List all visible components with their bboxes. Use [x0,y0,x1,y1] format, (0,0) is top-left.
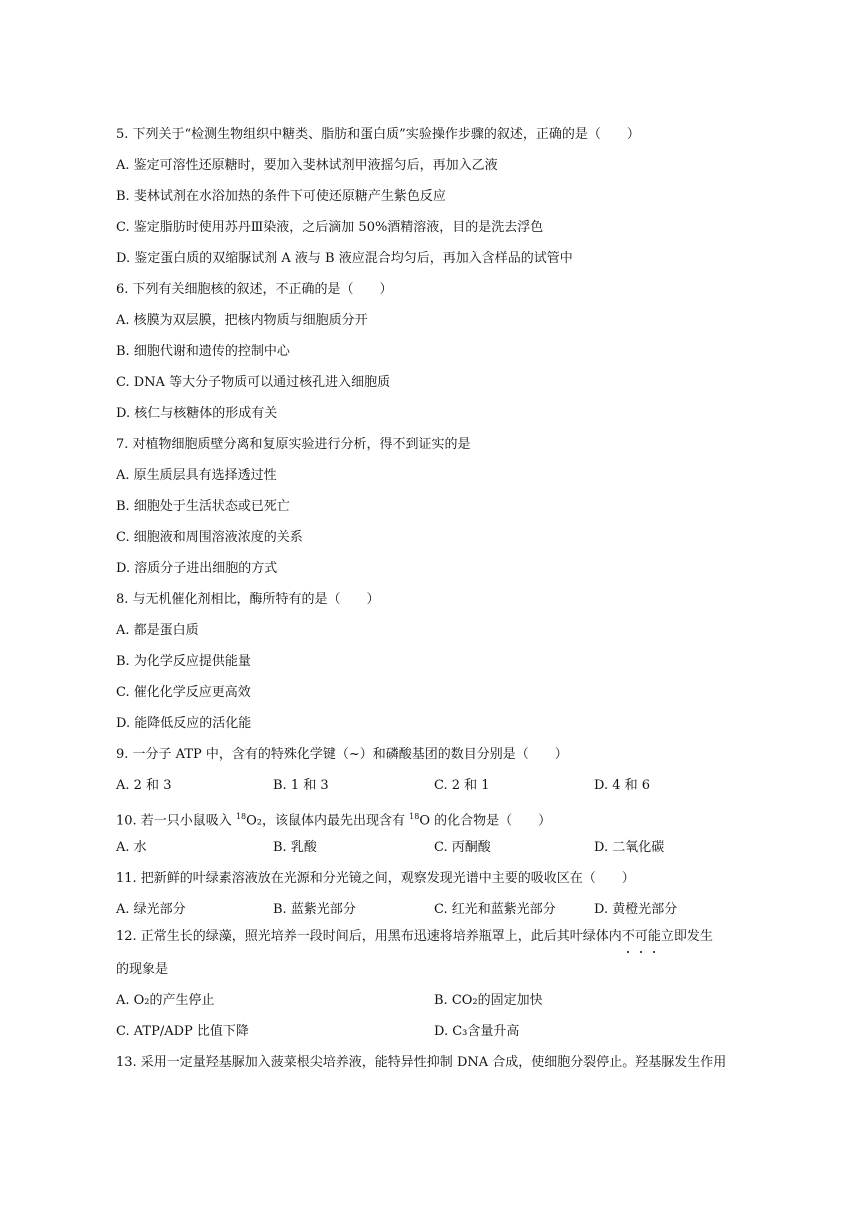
question-12-option-b[interactable]: B. CO₂的固定加快 [434,993,543,1008]
question-5-option-b[interactable]: B. 斐林试剂在水浴加热的条件下可使还原糖产生紫色反应 [116,189,446,204]
question-6-option-c[interactable]: C. DNA 等大分子物质可以通过核孔进入细胞质 [116,375,391,390]
question-11-option-c[interactable]: C. 红光和蓝紫光部分 [434,902,556,917]
question-10-option-b[interactable]: B. 乳酸 [273,840,317,855]
question-12-option-a[interactable]: A. O₂的产生停止 [116,993,215,1008]
question-6-option-d[interactable]: D. 核仁与核糖体的形成有关 [116,406,278,421]
question-5-option-d[interactable]: D. 鉴定蛋白质的双缩脲试剂 A 液与 B 液应混合均匀后，再加入含样品的试管中 [116,251,573,266]
isotope-superscript: 18 [235,812,247,821]
question-8-option-c[interactable]: C. 催化化学反应更高效 [116,685,251,700]
question-7-stem: 7. 对植物细胞质壁分离和复原实验进行分析，得不到证实的是 [116,437,471,452]
emphasis-char: 不 [622,927,635,947]
question-5-option-c[interactable]: C. 鉴定脂肪时使用苏丹Ⅲ染液，之后滴加 50%酒精溶液，目的是洗去浮色 [116,220,544,235]
question-12-stem [116,927,713,947]
question-12-option-c[interactable]: C. ATP/ADP 比值下降 [116,1024,249,1039]
question-6-option-b[interactable]: B. 细胞代谢和遗传的控制中心 [116,344,290,359]
question-8-option-d[interactable]: D. 能降低反应的活化能 [116,716,252,731]
question-5-stem: 5. 下列关于“检测生物组织中糖类、脂肪和蛋白质”实验操作步骤的叙述，正确的是（ ） [116,127,640,142]
question-8-option-b[interactable]: B. 为化学反应提供能量 [116,654,251,669]
question-5-option-a[interactable]: A. 鉴定可溶性还原糖时，要加入斐林试剂甲液摇匀后，再加入乙液 [116,158,498,173]
question-13-stem: 13. 采用一定量羟基脲加入菠菜根尖培养液，能特异性抑制 DNA 合成，使细胞分裂停止。羟基脲发生作用 [116,1055,727,1070]
question-7-option-d[interactable]: D. 溶质分子进出细胞的方式 [116,561,278,576]
question-10-option-c[interactable]: C. 丙酮酸 [434,840,491,855]
question-8-stem: 8. 与无机催化剂相比，酶所特有的是（ ） [116,592,380,607]
question-11-option-b[interactable]: B. 蓝紫光部分 [273,902,356,917]
question-7-option-c[interactable]: C. 细胞液和周围溶液浓度的关系 [116,530,303,545]
question-6-stem: 6. 下列有关细胞核的叙述，不正确的是（ ） [116,282,393,297]
isotope-superscript: 18 [409,812,420,821]
question-9-option-d[interactable]: D. 4 和 6 [594,778,651,793]
question-11-option-a[interactable]: A. 绿光部分 [116,902,186,917]
emphasis-char: 能 [648,927,661,947]
question-11-option-d[interactable]: D. 黄橙光部分 [594,902,678,917]
question-12-option-d[interactable]: D. C₃含量升高 [434,1024,520,1039]
question-10-option-d[interactable]: D. 二氧化碳 [594,840,665,855]
question-6-option-a[interactable]: A. 核膜为双层膜，把核内物质与细胞质分开 [116,313,368,328]
stem-text: O 的化合物是（ ） [419,813,552,829]
emphasis-char: 可 [635,927,648,947]
question-12-stem-continued: 的现象是 [116,962,169,977]
stem-text: 立即发生 [660,929,713,944]
stem-text: 10. 若一只小鼠吸入 [116,813,236,829]
question-7-option-a[interactable]: A. 原生质层具有选择透过性 [116,468,277,483]
stem-text: O₂，该鼠体内最先出现含有 [246,813,410,829]
question-9-option-b[interactable]: B. 1 和 3 [273,778,329,793]
question-7-option-b[interactable]: B. 细胞处于生活状态或已死亡 [116,499,290,514]
question-10-option-a[interactable]: A. 水 [116,840,147,855]
question-11-stem: 11. 把新鲜的叶绿素溶液放在光源和分光镜之间，观察发现光谱中主要的吸收区在（ ） [116,871,635,886]
question-9-option-a[interactable]: A. 2 和 3 [116,778,172,793]
question-10-stem [116,807,551,827]
question-9-stem: 9. 一分子 ATP 中，含有的特殊化学键（~）和磷酸基团的数目分别是（ ） [116,747,568,762]
question-8-option-a[interactable]: A. 都是蛋白质 [116,623,199,638]
stem-text: 12. 正常生长的绿藻，照光培养一段时间后，用黑布迅速将培养瓶罩上，此后其叶绿体内 [116,929,622,944]
question-9-option-c[interactable]: C. 2 和 1 [434,778,490,793]
